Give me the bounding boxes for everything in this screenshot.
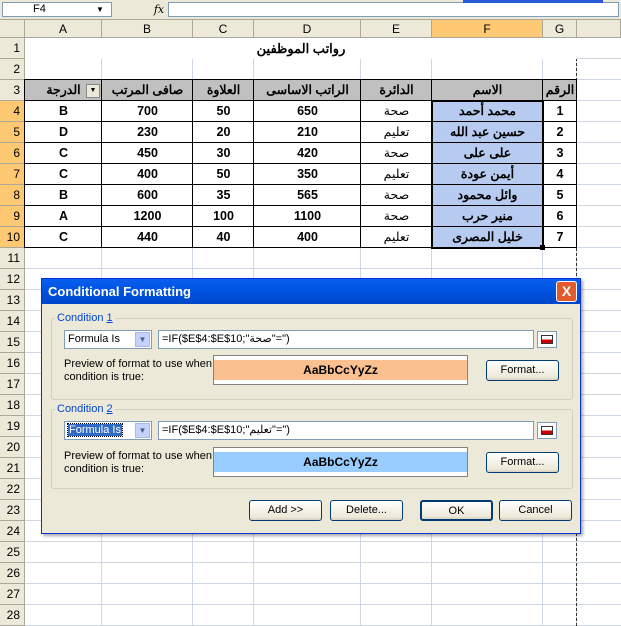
cell-net[interactable]: 400 bbox=[137, 167, 158, 181]
cell-net[interactable]: 600 bbox=[137, 188, 158, 202]
condition-2-preview bbox=[213, 447, 468, 477]
condition-2-label: Condition 2 bbox=[57, 403, 113, 415]
row-header-27[interactable]: 27 bbox=[0, 584, 25, 605]
cell-bonus[interactable]: 40 bbox=[216, 230, 231, 244]
cell-name[interactable]: منير حرب bbox=[432, 206, 543, 227]
cell-dept[interactable]: صحة bbox=[383, 209, 410, 223]
condition-2-preview-label: Preview of format to use when condition is true: bbox=[64, 450, 212, 475]
row-header-8[interactable]: 8 bbox=[0, 185, 25, 206]
cell-name[interactable]: على على bbox=[432, 143, 543, 164]
cell-dept[interactable]: صحة bbox=[383, 146, 410, 160]
cell-dept[interactable]: صحة bbox=[383, 188, 410, 202]
header-dept[interactable]: الدائرة bbox=[361, 80, 432, 101]
condition-2-format-button[interactable]: Format... bbox=[486, 452, 559, 473]
selection-indicator bbox=[463, 0, 603, 3]
cell-name[interactable]: محمد أحمد bbox=[432, 101, 543, 122]
row-header-4[interactable]: 4 bbox=[0, 101, 25, 122]
row-header-28[interactable]: 28 bbox=[0, 605, 25, 626]
row-header-24[interactable]: 24 bbox=[0, 521, 25, 542]
row-header-22[interactable]: 22 bbox=[0, 479, 25, 500]
cell-num[interactable]: 2 bbox=[556, 125, 564, 139]
row-header-12[interactable]: 12 bbox=[0, 269, 25, 290]
cell-name[interactable]: أيمن عودة bbox=[432, 164, 543, 185]
filter-dropdown-icon[interactable]: ▼ bbox=[86, 84, 100, 98]
row-header-15[interactable]: 15 bbox=[0, 332, 25, 353]
cell-net[interactable]: 230 bbox=[137, 125, 158, 139]
cell-num[interactable]: 7 bbox=[556, 230, 564, 244]
row-header-11[interactable]: 11 bbox=[0, 248, 25, 269]
column-header-c[interactable]: C bbox=[193, 20, 254, 38]
cell-dept[interactable]: صحة bbox=[383, 104, 410, 118]
condition-1-preview bbox=[213, 355, 468, 385]
cell-grade[interactable]: D bbox=[58, 125, 69, 139]
cell-name[interactable]: خليل المصرى bbox=[432, 227, 543, 248]
delete-button[interactable]: Delete... bbox=[330, 500, 403, 521]
collapse-dialog-icon[interactable] bbox=[537, 331, 557, 348]
condition-1-type-select[interactable]: Formula Is ▼ bbox=[64, 330, 152, 349]
column-header-filler bbox=[577, 20, 621, 38]
fill-handle[interactable] bbox=[540, 245, 545, 250]
cell-basic[interactable]: 565 bbox=[297, 188, 318, 202]
cell-basic[interactable]: 350 bbox=[297, 167, 318, 181]
row-header-26[interactable]: 26 bbox=[0, 563, 25, 584]
row-header-19[interactable]: 19 bbox=[0, 416, 25, 437]
grid-line bbox=[25, 604, 621, 605]
name-box[interactable]: F4 bbox=[2, 2, 112, 17]
cell-basic[interactable]: 1100 bbox=[293, 209, 322, 223]
row-header-2[interactable]: 2 bbox=[0, 59, 25, 80]
cell-num[interactable]: 5 bbox=[556, 188, 564, 202]
add-button[interactable]: Add >> bbox=[249, 500, 322, 521]
cell-basic[interactable]: 420 bbox=[297, 146, 318, 160]
cell-bonus[interactable]: 100 bbox=[213, 209, 234, 223]
row-header-6[interactable]: 6 bbox=[0, 143, 25, 164]
row-header-10[interactable]: 10 bbox=[0, 227, 25, 248]
cell-basic[interactable]: 210 bbox=[297, 125, 318, 139]
cell-grade[interactable]: C bbox=[58, 167, 69, 181]
sheet-title[interactable]: رواتب الموظفين bbox=[25, 38, 577, 59]
cell-grade[interactable]: B bbox=[58, 188, 69, 202]
cell-dept[interactable]: تعليم bbox=[383, 125, 410, 139]
chevron-down-icon[interactable]: ▼ bbox=[135, 423, 150, 438]
chevron-down-icon[interactable]: ▼ bbox=[96, 5, 104, 14]
cell-grade[interactable]: C bbox=[58, 146, 69, 160]
condition-1-formula-input[interactable]: =IF($E$4:$E$10;"صحة"=") bbox=[158, 330, 534, 349]
condition-1-format-button[interactable]: Format... bbox=[486, 360, 559, 381]
row-header-25[interactable]: 25 bbox=[0, 542, 25, 563]
condition-2-type-select[interactable]: Formula Is ▼ bbox=[64, 421, 152, 440]
row-header-5[interactable]: 5 bbox=[0, 122, 25, 143]
cell-bonus[interactable]: 50 bbox=[216, 104, 231, 118]
cell-dept[interactable]: تعليم bbox=[383, 230, 410, 244]
row-header-23[interactable]: 23 bbox=[0, 500, 25, 521]
select-all-corner[interactable] bbox=[0, 20, 25, 38]
condition-1-label: Condition 1 bbox=[57, 312, 113, 324]
cell-grade[interactable]: C bbox=[58, 230, 69, 244]
cell-num[interactable]: 4 bbox=[556, 167, 564, 181]
close-button[interactable]: X bbox=[556, 281, 577, 302]
header-net[interactable]: صافى المرتب bbox=[102, 80, 193, 101]
cell-basic[interactable]: 650 bbox=[297, 104, 318, 118]
cell-net[interactable]: 450 bbox=[137, 146, 158, 160]
grid-line bbox=[25, 268, 621, 269]
row-header-17[interactable]: 17 bbox=[0, 374, 25, 395]
row-header-3[interactable]: 3 bbox=[0, 80, 25, 101]
cell-num[interactable]: 3 bbox=[556, 146, 564, 160]
column-header-g[interactable]: G bbox=[543, 20, 577, 38]
chevron-down-icon[interactable]: ▼ bbox=[135, 332, 150, 347]
formula-input[interactable] bbox=[168, 2, 619, 17]
grid-line bbox=[25, 562, 621, 563]
cell-net[interactable]: 700 bbox=[137, 104, 158, 118]
row-header-21[interactable]: 21 bbox=[0, 458, 25, 479]
cell-net[interactable]: 440 bbox=[137, 230, 158, 244]
cancel-button[interactable]: Cancel bbox=[499, 500, 572, 521]
cell-bonus[interactable]: 35 bbox=[216, 188, 231, 202]
header-num[interactable]: الرقم bbox=[543, 80, 577, 101]
conditional-formatting-dialog bbox=[41, 278, 581, 534]
column-header-b[interactable]: B bbox=[102, 20, 193, 38]
cell-name[interactable]: حسين عبد الله bbox=[432, 122, 543, 143]
row-header-7[interactable]: 7 bbox=[0, 164, 25, 185]
cell-name[interactable]: وائل محمود bbox=[432, 185, 543, 206]
cell-bonus[interactable]: 50 bbox=[216, 167, 231, 181]
cell-grade[interactable]: B bbox=[58, 104, 69, 118]
cell-grade[interactable]: A bbox=[58, 209, 69, 223]
column-header-f[interactable]: F bbox=[432, 20, 543, 38]
row-header-1[interactable]: 1 bbox=[0, 38, 25, 59]
header-name[interactable]: الاسم bbox=[432, 80, 543, 101]
row-header-9[interactable]: 9 bbox=[0, 206, 25, 227]
condition-1-preview-label: Preview of format to use when condition is true: bbox=[64, 358, 212, 383]
fx-icon[interactable]: fx bbox=[153, 3, 165, 16]
cell-net[interactable]: 1200 bbox=[133, 209, 162, 223]
cell-bonus[interactable]: 20 bbox=[216, 125, 231, 139]
column-header-e[interactable]: E bbox=[361, 20, 432, 38]
collapse-dialog-icon[interactable] bbox=[537, 422, 557, 439]
condition-1-preview-text: AaBbCcYyZz bbox=[214, 360, 467, 380]
row-header-16[interactable]: 16 bbox=[0, 353, 25, 374]
header-grade[interactable]: الدرجة bbox=[25, 80, 102, 101]
condition-2-preview-text: AaBbCcYyZz bbox=[214, 452, 467, 472]
cell-num[interactable]: 1 bbox=[556, 104, 564, 118]
header-basic[interactable]: الراتب الاساسى bbox=[254, 80, 361, 101]
row-header-18[interactable]: 18 bbox=[0, 395, 25, 416]
cell-dept[interactable]: تعليم bbox=[383, 167, 410, 181]
grid-line bbox=[25, 541, 621, 542]
column-header-a[interactable]: A bbox=[25, 20, 102, 38]
ok-button[interactable]: OK bbox=[420, 500, 493, 521]
header-bonus[interactable]: العلاوة bbox=[193, 80, 254, 101]
row-header-13[interactable]: 13 bbox=[0, 290, 25, 311]
dialog-title: Conditional Formatting bbox=[42, 279, 580, 304]
row-header-14[interactable]: 14 bbox=[0, 311, 25, 332]
cell-num[interactable]: 6 bbox=[556, 209, 564, 223]
column-header-d[interactable]: D bbox=[254, 20, 361, 38]
grid-line bbox=[25, 583, 621, 584]
row-header-20[interactable]: 20 bbox=[0, 437, 25, 458]
formula-bar bbox=[0, 0, 621, 20]
cell-bonus[interactable]: 30 bbox=[216, 146, 231, 160]
cell-basic[interactable]: 400 bbox=[297, 230, 318, 244]
condition-2-formula-input[interactable]: =IF($E$4:$E$10;"تعليم"=") bbox=[158, 421, 534, 440]
